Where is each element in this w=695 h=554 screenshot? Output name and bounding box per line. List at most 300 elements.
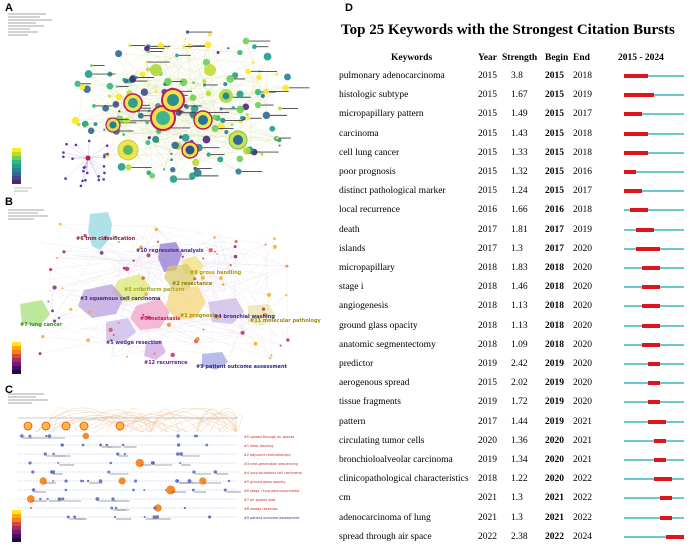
begin-cell: 2015 xyxy=(545,147,564,158)
network-node xyxy=(220,118,225,123)
network-edge xyxy=(83,158,88,181)
timeline-node xyxy=(107,470,110,473)
burst-row xyxy=(337,128,695,148)
timeline-node xyxy=(124,453,126,455)
network-node xyxy=(141,88,148,95)
burst-bar xyxy=(654,477,672,481)
begin-cell: 2015 xyxy=(545,71,564,81)
network-node xyxy=(145,121,149,125)
keyword-cell: cell lung cancer xyxy=(339,147,400,158)
year-cell: 2019 xyxy=(478,359,497,369)
strength-cell: 1.67 xyxy=(511,90,528,101)
network-node xyxy=(98,179,101,182)
keyword-cell: micropapillary xyxy=(339,263,395,273)
strength-cell: 1.83 xyxy=(511,263,528,273)
timeline-node xyxy=(192,470,195,473)
cluster-node xyxy=(126,356,128,358)
timeline-node xyxy=(95,497,99,501)
panel-c-letter: C xyxy=(5,384,13,396)
year-cell: 2015 xyxy=(478,378,497,389)
timeline-lanes xyxy=(18,418,238,517)
color-scale-legend-c xyxy=(12,510,21,542)
timeline-node xyxy=(176,434,179,437)
begin-cell: 2022 xyxy=(545,531,564,542)
keyword-cell: stage i xyxy=(339,282,364,293)
network-node xyxy=(65,143,68,146)
network-node xyxy=(90,64,93,67)
keyword-timeline-view xyxy=(0,382,335,554)
cluster-node xyxy=(56,257,58,259)
cluster-edge xyxy=(139,227,153,262)
timeline-node xyxy=(39,498,41,500)
timeline-node xyxy=(144,516,146,518)
network-node xyxy=(256,75,262,81)
begin-cell: 2017 xyxy=(545,243,564,254)
strength-cell: 1.32 xyxy=(511,167,528,177)
network-node xyxy=(246,116,250,120)
cluster-node xyxy=(88,310,91,313)
begin-cell: 2019 xyxy=(545,378,564,389)
network-node xyxy=(224,130,228,134)
begin-cell: 2015 xyxy=(545,167,564,177)
end-cell: 2020 xyxy=(573,339,592,350)
network-node xyxy=(138,113,144,119)
network-node xyxy=(118,163,126,171)
network-node xyxy=(145,61,147,63)
burst-bar xyxy=(642,285,660,289)
color-scale-legend-a xyxy=(12,148,32,191)
network-node xyxy=(166,47,168,49)
strength-cell: 1.22 xyxy=(511,474,528,485)
keyword-cell: carcinoma xyxy=(339,128,379,139)
timeline-node xyxy=(28,461,31,464)
network-node xyxy=(144,46,150,52)
burst-row xyxy=(337,147,695,167)
hub-node-core xyxy=(223,93,230,100)
timeline-node xyxy=(105,444,108,447)
network-node xyxy=(86,172,89,175)
network-edge xyxy=(88,158,104,179)
burst-row xyxy=(337,473,695,493)
end-cell: 2018 xyxy=(573,71,592,81)
network-node xyxy=(190,94,197,101)
network-node xyxy=(152,136,159,143)
network-node xyxy=(123,117,130,124)
network-node xyxy=(145,140,150,145)
cluster-node xyxy=(280,345,282,347)
timeline-node xyxy=(214,470,218,474)
timeline-node xyxy=(61,497,64,500)
timeline-cluster-label: #8 wedge resection xyxy=(244,507,279,511)
timeline-node xyxy=(199,477,206,484)
network-node xyxy=(80,185,83,188)
begin-cell: 2019 xyxy=(545,359,564,369)
timeline-node xyxy=(208,515,211,518)
network-node xyxy=(269,126,275,132)
burst-table-title: Top 25 Keywords with the Strongest Citation Bursts xyxy=(341,22,675,38)
network-node xyxy=(207,152,211,156)
end-cell: 2020 xyxy=(573,397,592,408)
network-node xyxy=(255,89,261,95)
network-node xyxy=(232,106,235,109)
cluster-node xyxy=(216,253,218,255)
cluster-label: #10 regression analysis xyxy=(136,248,204,254)
end-cell: 2024 xyxy=(573,531,592,542)
timeline-node xyxy=(195,435,198,438)
timeline-node xyxy=(32,488,35,491)
network-node xyxy=(217,51,220,54)
begin-cell: 2018 xyxy=(545,282,564,293)
hub-node-core xyxy=(167,94,179,106)
timeline-node xyxy=(27,495,35,503)
timeline-node xyxy=(47,498,49,500)
hub-node-core xyxy=(123,145,133,155)
keyword-cluster-map xyxy=(0,194,335,382)
cluster-label: #9 patient outcome assessment xyxy=(196,364,287,370)
burst-row xyxy=(337,204,695,224)
burst-row xyxy=(337,262,695,282)
network-node xyxy=(193,167,196,170)
cluster-node xyxy=(62,287,64,289)
cluster-node xyxy=(270,354,272,356)
strength-cell: 1.43 xyxy=(511,128,528,139)
network-node xyxy=(106,153,109,156)
network-node xyxy=(243,147,251,155)
burst-bar xyxy=(624,170,636,174)
timeline-node xyxy=(151,461,154,464)
keyword-cell: angiogenesis xyxy=(339,301,389,312)
cluster-edge xyxy=(287,266,288,340)
burst-bar xyxy=(624,189,642,193)
network-node xyxy=(86,156,91,161)
network-node xyxy=(278,106,282,110)
cluster-label: #12 recurrence xyxy=(144,360,188,366)
timeline-node xyxy=(134,479,137,482)
timeline-node xyxy=(83,433,89,439)
begin-cell: 2018 xyxy=(545,320,564,331)
keyword-cell: bronchioloalveolar carcinoma xyxy=(339,455,453,465)
end-cell: 2020 xyxy=(573,301,592,312)
network-node xyxy=(115,50,122,57)
timeline-node xyxy=(67,516,70,519)
timeline-node xyxy=(82,444,85,447)
color-scale-legend-b xyxy=(12,342,21,374)
network-node xyxy=(74,81,80,87)
panel-a-letter: A xyxy=(5,2,13,14)
citation-burst-table xyxy=(337,0,695,554)
network-node xyxy=(184,38,186,40)
strength-cell: 1.81 xyxy=(511,224,528,235)
network-node xyxy=(220,107,223,110)
timeline-node xyxy=(58,497,61,500)
timeline-node xyxy=(176,452,180,456)
header-begin: Begin xyxy=(545,53,569,63)
network-node xyxy=(135,76,138,79)
burst-row xyxy=(337,339,695,359)
timeline-nodes xyxy=(20,422,241,519)
network-node xyxy=(86,126,88,128)
begin-cell: 2018 xyxy=(545,263,564,273)
cluster-edge xyxy=(154,225,266,245)
burst-row xyxy=(337,396,695,416)
network-node xyxy=(186,30,189,33)
burst-row xyxy=(337,492,695,512)
legend-header-lines-c xyxy=(8,394,48,403)
timeline-node xyxy=(119,477,126,484)
timeline-node xyxy=(153,515,157,519)
network-a-outlier-cluster xyxy=(62,140,109,188)
year-cell: 2015 xyxy=(478,71,497,81)
cluster-edge xyxy=(218,233,281,346)
strength-cell: 1.13 xyxy=(511,301,528,312)
keyword-cell: micropapillary pattern xyxy=(339,109,424,120)
timeline-bar xyxy=(624,229,684,231)
timeline-node xyxy=(57,462,59,464)
cluster-node xyxy=(51,309,54,312)
network-node xyxy=(206,91,211,96)
burst-bar xyxy=(636,247,660,251)
year-cell: 2018 xyxy=(478,339,497,350)
burst-bar xyxy=(636,228,654,232)
cluster-label: #4 bronchial washing xyxy=(214,314,275,320)
network-node xyxy=(252,61,255,64)
timeline-arc xyxy=(36,412,150,432)
burst-bar xyxy=(666,535,684,539)
burst-row xyxy=(337,166,695,186)
year-cell: 2021 xyxy=(478,512,497,523)
timeline-hub-node xyxy=(62,422,70,430)
strength-cell: 1.3 xyxy=(511,493,523,504)
network-node xyxy=(180,78,188,86)
network-node xyxy=(82,170,85,173)
cluster-node xyxy=(157,241,159,243)
timeline-node xyxy=(132,489,135,492)
timeline-node xyxy=(122,444,125,447)
end-cell: 2018 xyxy=(573,128,592,139)
burst-bar xyxy=(642,266,660,270)
cluster-node xyxy=(209,248,213,252)
timeline-cluster-label: #1 deep learning xyxy=(244,444,274,448)
cluster-node xyxy=(286,338,289,341)
hub-node-core xyxy=(110,122,117,129)
end-cell: 2021 xyxy=(573,455,592,465)
network-node xyxy=(83,166,86,169)
year-cell: 2016 xyxy=(478,205,497,216)
hub-node-core xyxy=(198,115,208,125)
strength-cell: 1.24 xyxy=(511,186,528,197)
timeline-node xyxy=(30,507,32,509)
cluster-node xyxy=(141,276,145,280)
strength-cell: 3.8 xyxy=(511,71,523,81)
timeline-node xyxy=(166,485,175,494)
cluster-node xyxy=(153,353,155,355)
cluster-node xyxy=(171,353,175,357)
network-node xyxy=(203,136,211,144)
network-node xyxy=(113,101,120,108)
timeline-node xyxy=(115,507,118,510)
strength-cell: 1.49 xyxy=(511,109,528,120)
burst-row xyxy=(337,416,695,436)
cluster-node xyxy=(39,352,42,355)
burst-row xyxy=(337,281,695,301)
keyword-cell: circulating tumor cells xyxy=(339,435,425,446)
keyword-cell: ground glass opacity xyxy=(339,320,418,331)
network-node xyxy=(236,106,244,114)
strength-cell: 1.44 xyxy=(511,416,528,427)
cluster-node xyxy=(59,223,62,226)
timeline-node xyxy=(61,444,64,447)
burst-row xyxy=(337,531,695,551)
network-node xyxy=(106,144,109,147)
keyword-cell: histologic subtype xyxy=(339,90,409,101)
cluster-edge xyxy=(141,242,236,248)
network-node xyxy=(223,82,227,86)
network-node xyxy=(264,53,272,61)
year-cell: 2015 xyxy=(478,128,497,139)
strength-cell: 1.36 xyxy=(511,435,528,446)
strength-cell: 2.42 xyxy=(511,359,528,369)
begin-cell: 2018 xyxy=(545,301,564,312)
end-cell: 2022 xyxy=(573,512,592,523)
begin-cell: 2021 xyxy=(545,493,564,504)
timeline-node xyxy=(192,489,195,492)
network-node xyxy=(108,95,111,98)
network-node xyxy=(148,110,150,112)
timeline-node xyxy=(110,462,113,465)
hub-node-core xyxy=(233,135,243,145)
network-node xyxy=(226,75,234,83)
network-node xyxy=(202,79,206,83)
cluster-node xyxy=(285,294,287,296)
burst-bar xyxy=(630,208,648,212)
cluster-map-svg xyxy=(0,194,335,382)
network-node xyxy=(182,134,190,142)
timeline-node xyxy=(99,479,103,483)
timeline-node xyxy=(73,516,76,519)
network-edge xyxy=(246,41,253,63)
network-node xyxy=(103,156,106,159)
network-node xyxy=(260,153,263,156)
network-node xyxy=(149,173,155,179)
timeline-node xyxy=(44,452,47,455)
cluster-edge xyxy=(214,237,286,266)
network-edge xyxy=(78,87,82,124)
cluster-node xyxy=(132,259,134,261)
network-node xyxy=(102,178,105,181)
network-node xyxy=(187,43,193,49)
end-cell: 2020 xyxy=(573,263,592,273)
network-node xyxy=(92,104,96,108)
strength-cell: 1.72 xyxy=(511,397,528,408)
cluster-node xyxy=(273,237,276,240)
cluster-node xyxy=(69,308,72,311)
begin-cell: 2015 xyxy=(545,128,564,139)
network-edge xyxy=(208,45,215,118)
network-node xyxy=(75,144,78,147)
cluster-edge xyxy=(266,245,272,356)
cluster-node xyxy=(125,267,129,271)
network-node xyxy=(171,142,179,150)
network-edge xyxy=(63,152,88,158)
begin-cell: 2020 xyxy=(545,474,564,485)
cluster-label: #6 tnm classification xyxy=(76,236,136,242)
end-cell: 2020 xyxy=(573,359,592,369)
network-node xyxy=(175,54,179,58)
cluster-node xyxy=(155,228,158,231)
keyword-cell: spread through air space xyxy=(339,531,432,542)
timeline-hub-node xyxy=(116,422,124,430)
network-node xyxy=(245,69,251,75)
network-node xyxy=(103,172,106,175)
network-node xyxy=(192,81,195,84)
timeline-node xyxy=(110,507,113,510)
begin-cell: 2018 xyxy=(545,339,564,350)
begin-cell: 2016 xyxy=(545,205,564,216)
timeline-hub-node xyxy=(80,422,88,430)
keyword-cell: cm xyxy=(339,493,351,504)
burst-row xyxy=(337,435,695,455)
strength-cell: 1.33 xyxy=(511,147,528,158)
network-node xyxy=(263,112,270,119)
burst-bar xyxy=(654,439,666,443)
cluster-node xyxy=(234,255,238,259)
network-node xyxy=(170,167,175,172)
network-edge xyxy=(63,157,88,158)
network-node xyxy=(261,94,265,98)
timeline-node xyxy=(48,434,52,438)
strength-cell: 1.66 xyxy=(511,205,528,216)
burst-bar xyxy=(648,381,660,385)
timeline-node xyxy=(136,459,144,467)
timeline-cluster-label: #9 patient outcome assessment xyxy=(244,516,300,520)
network-node xyxy=(71,157,74,160)
network-edge xyxy=(124,34,210,79)
timeline-node xyxy=(114,516,116,518)
burst-bar xyxy=(648,362,660,366)
timeline-node xyxy=(52,453,54,455)
network-node xyxy=(103,165,106,168)
burst-bar xyxy=(654,458,666,462)
keyword-cooccurrence-network xyxy=(0,0,335,195)
timeline-bar xyxy=(624,517,684,519)
timeline-hub-node xyxy=(42,422,50,430)
network-node xyxy=(154,90,157,93)
timeline-cluster-label: #4 lung squamous cell carcinoma xyxy=(244,471,302,475)
network-node xyxy=(170,175,178,183)
cluster-node xyxy=(41,335,44,338)
cluster-node xyxy=(254,342,258,346)
end-cell: 2022 xyxy=(573,493,592,504)
year-cell: 2015 xyxy=(478,147,497,158)
network-node xyxy=(84,179,87,182)
legend-header-lines-b xyxy=(8,210,48,219)
burst-row xyxy=(337,512,695,532)
network-node xyxy=(148,136,151,139)
keyword-cell: pattern xyxy=(339,416,366,427)
cluster-node xyxy=(118,322,120,324)
burst-row xyxy=(337,224,695,244)
cluster-node xyxy=(214,251,216,253)
end-cell: 2018 xyxy=(573,205,592,216)
cluster-node xyxy=(265,243,267,245)
network-node xyxy=(88,140,91,143)
network-node xyxy=(158,42,164,48)
timeline-node xyxy=(65,489,67,491)
timeline-node xyxy=(153,506,156,509)
timeline-node xyxy=(29,435,32,438)
strength-cell: 1.3 xyxy=(511,243,523,254)
burst-bar xyxy=(642,324,660,328)
